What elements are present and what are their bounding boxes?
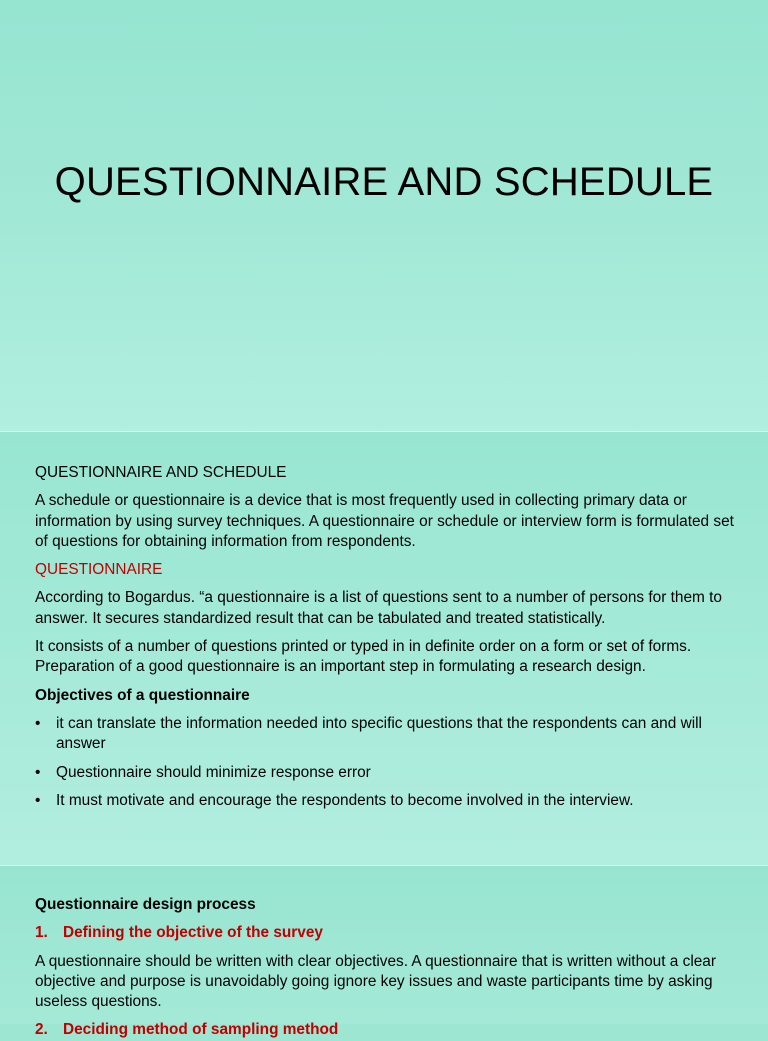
step-1-number: 1.	[35, 924, 48, 942]
step-2-title: Deciding method of sampling method	[63, 1021, 339, 1039]
step-1-title: Defining the objective of the survey	[63, 924, 323, 942]
bullet-icon: •	[35, 791, 41, 809]
questionnaire-heading: QUESTIONNAIRE	[35, 561, 163, 579]
list-item	[35, 763, 735, 783]
design-process-slide	[0, 866, 768, 1039]
design-process-heading: Questionnaire design process	[35, 896, 256, 913]
objectives-list	[35, 714, 735, 811]
bullet-icon: •	[35, 763, 41, 781]
presentation-title: QUESTIONNAIRE AND SCHEDULE	[54, 160, 714, 204]
objective-text: it can translate the information needed into specific questions that the respondents can and will answer	[56, 714, 702, 753]
overview-body	[35, 463, 735, 811]
description-paragraph: It consists of a number of questions printed or typed in in definite order on a form or set of forms. Preparation of a good questionnaire is an important step in formulating a research design.	[35, 638, 692, 676]
step-2-number: 2.	[35, 1021, 48, 1039]
objective-text: It must motivate and encourage the respondents to become involved in the interview.	[56, 791, 634, 809]
objective-text: Questionnaire should minimize response error	[56, 763, 371, 781]
definition-paragraph: According to Bogardus. “a questionnaire is a list of questions sent to a number of persons for them to answer. It secures standardized result that can be tabulated and treated statistically.	[35, 589, 722, 627]
overview-slide	[0, 432, 768, 866]
step-1-heading	[35, 923, 735, 943]
list-item	[35, 714, 735, 755]
title-slide	[0, 0, 768, 432]
bullet-icon: •	[35, 714, 41, 732]
overview-heading: QUESTIONNAIRE AND SCHEDULE	[35, 464, 287, 481]
step-2-heading	[35, 1020, 735, 1040]
step-1-paragraph: A questionnaire should be written with clear objectives. A questionnaire that is written without a clear objective and purpose is unavoidably going ignore key issues and waste participants time by asking useless questions.	[35, 952, 716, 1011]
objectives-heading: Objectives of a questionnaire	[35, 686, 250, 704]
list-item	[35, 791, 735, 811]
intro-paragraph: A schedule or questionnaire is a device that is most frequently used in collecting primary data or information by using survey techniques. A questionnaire or schedule or interview form is formulated set of questions for obtaining information from respondents.	[35, 492, 734, 550]
design-process-body	[35, 895, 735, 1041]
